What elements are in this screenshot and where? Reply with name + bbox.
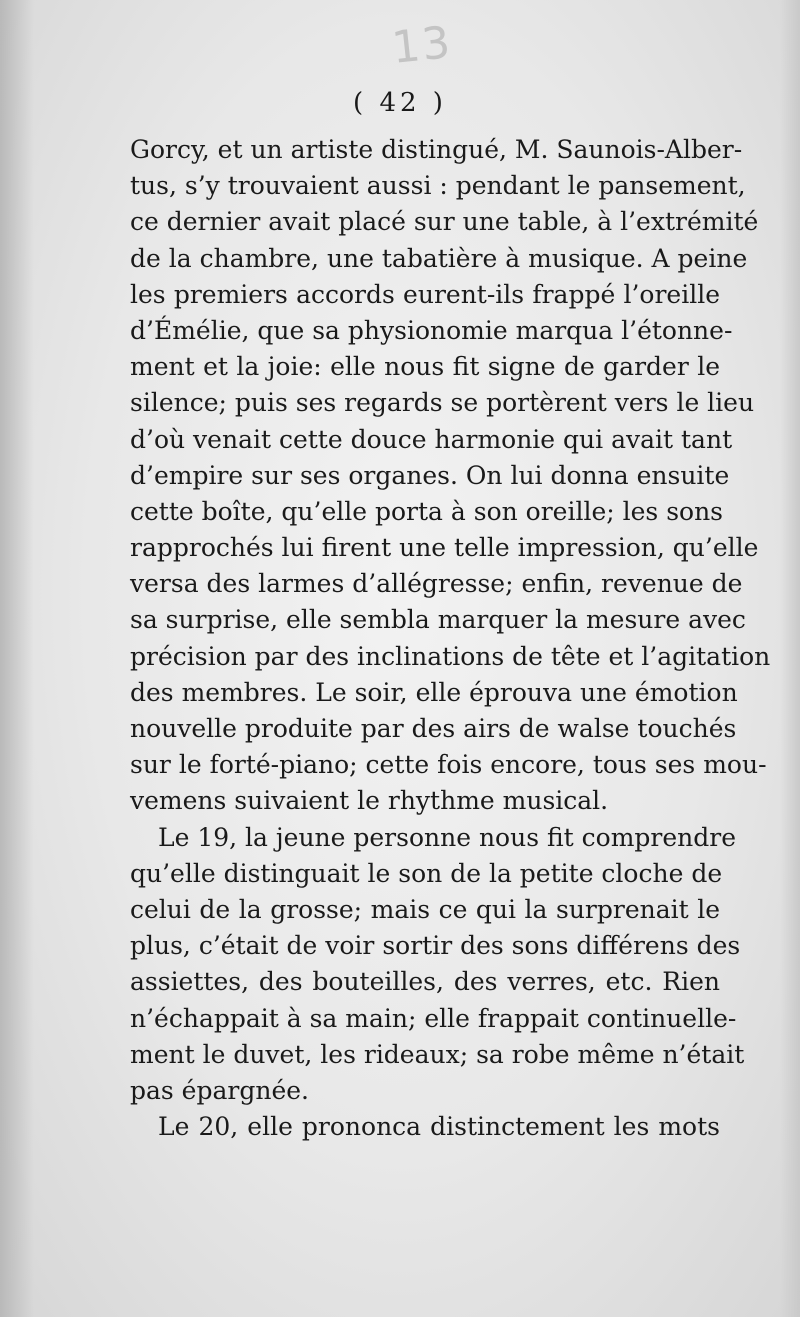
text-line: qu’elle distinguait le son de la petite cloche de [130,858,723,888]
text-line: précision par des inclinations de tête et l’agitation [130,641,771,671]
text-line: Le 19, la jeune personne nous fit comprendre [158,822,737,852]
pencil-annotation: 13 [389,17,455,74]
text-line: d’Émélie, que sa physionomie marqua l’étonne- [130,315,733,345]
text-line: Le 20, elle prononca distinctement les mots [158,1112,720,1142]
body-text [130,132,771,1145]
text-line: des membres. Le soir, elle éprouva une émotion [130,677,738,707]
text-line: les premiers accords eurent-ils frappé l’oreille [130,279,720,309]
text-line: de la chambre, une tabatière à musique. A peine [130,243,748,273]
text-line: rapprochés lui firent une telle impression, qu’elle [130,533,759,563]
text-line: vemens suivaient le rhythme musical. [130,786,609,816]
text-line: d’où venait cette douce harmonie qui avait tant [130,424,733,454]
text-line: ment le duvet, les rideaux; sa robe même n’était [130,1039,745,1069]
page-number: ( 42 ) [353,88,447,118]
text-line: ment et la joie: elle nous fit signe de garder le [130,352,720,382]
text-line: sur le forté-piano; cette fois encore, tous ses mou- [130,750,767,780]
text-line: Gorcy, et un artiste distingué, M. Saunois-Alber- [130,135,743,164]
text-line: tus, s’y trouvaient aussi : pendant le pansement, [130,171,746,201]
text-line: ce dernier avait placé sur une table, à l’extrémité [130,207,759,237]
text-line: cette boîte, qu’elle porta à son oreille; les sons [130,496,724,526]
text-line: versa des larmes d’allégresse; enfin, revenue de [130,569,743,599]
text-line: assiettes, des bouteilles, des verres, etc. Rien [130,967,720,997]
text-line: nouvelle produite par des airs de walse touchés [130,714,737,743]
text-line: celui de la grosse; mais ce qui la surprenait le [130,894,720,924]
text-line: n’échappait à sa main; elle frappait continuelle- [130,1003,737,1033]
text-line: pas épargnée. [130,1075,309,1105]
text-line: plus, c’était de voir sortir des sons différens des [130,931,741,961]
text-line: silence; puis ses regards se portèrent vers le lieu [130,388,755,418]
text-line: sa surprise, elle sembla marquer la mesure avec [130,605,746,635]
text-line: d’empire sur ses organes. On lui donna ensuite [130,460,730,490]
